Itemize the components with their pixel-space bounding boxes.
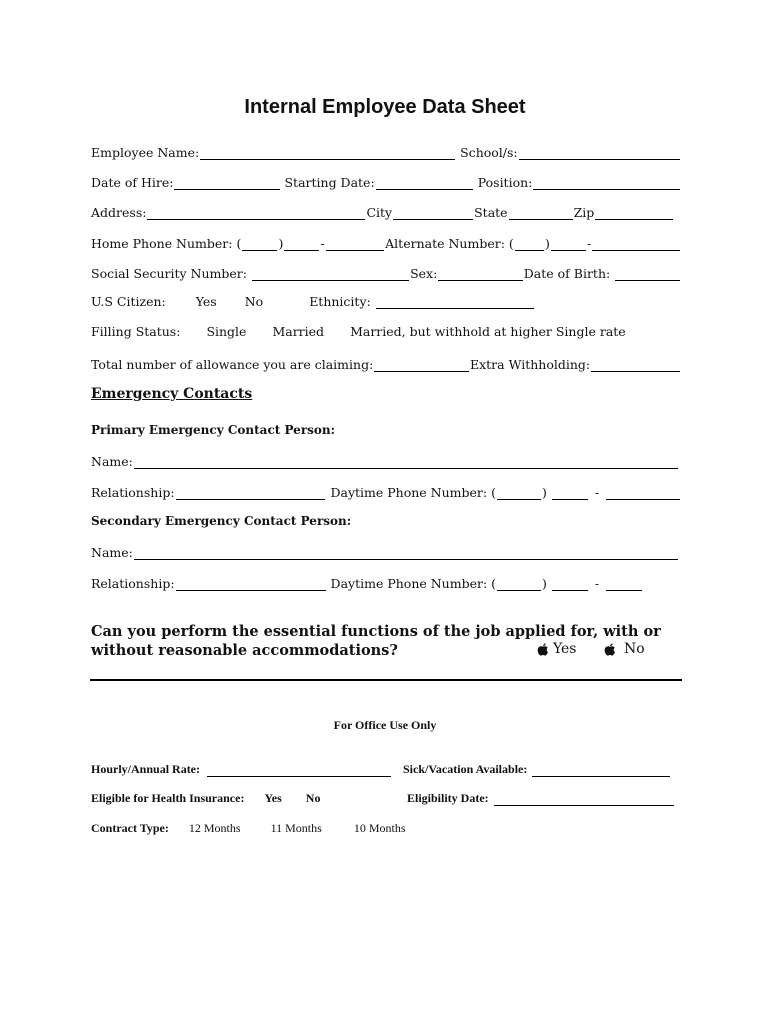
starting-date-label: Starting Date:	[284, 175, 375, 190]
health-no-option[interactable]: No	[305, 791, 321, 805]
secondary-name-label: Name:	[91, 545, 133, 560]
health-label: Eligible for Health Insurance:	[91, 791, 245, 805]
dash: -	[320, 236, 325, 251]
alternate-prefix-field[interactable]	[551, 237, 586, 251]
home-phone-label: Home Phone Number: (	[91, 236, 242, 251]
primary-phone-prefix-field[interactable]	[552, 486, 588, 500]
row-contract	[91, 820, 406, 836]
dash: -	[587, 236, 592, 251]
allowance-field[interactable]	[374, 358, 469, 372]
paren-close: )	[278, 236, 284, 251]
primary-phone-area-field[interactable]	[497, 486, 541, 500]
row-secondary-name	[91, 542, 681, 560]
row-sick	[403, 761, 671, 777]
filling-single-option[interactable]: Single	[206, 324, 247, 339]
paren-close: )	[545, 236, 550, 251]
secondary-relationship-field[interactable]	[176, 577, 326, 591]
ssn-label: Social Security Number:	[91, 266, 247, 281]
home-phone-line-field[interactable]	[326, 237, 385, 251]
ssn-field[interactable]	[252, 267, 409, 281]
primary-contact-heading: Primary Emergency Contact Person:	[91, 423, 336, 437]
primary-daytime-label: Daytime Phone Number: (	[330, 485, 496, 500]
filling-married-option[interactable]: Married	[272, 324, 325, 339]
row-secondary-relationship	[91, 573, 681, 591]
question-no-option[interactable]	[604, 641, 645, 657]
rate-field[interactable]	[207, 763, 391, 777]
sick-label: Sick/Vacation Available:	[403, 762, 528, 776]
primary-name-field[interactable]	[134, 455, 678, 469]
position-label: Position:	[477, 175, 533, 190]
state-label: State	[474, 205, 508, 220]
secondary-contact-heading: Secondary Emergency Contact Person:	[91, 514, 352, 528]
filling-married-higher-option[interactable]: Married, but withhold at higher Single rate	[350, 324, 626, 339]
row-rate	[91, 761, 392, 777]
apple-icon	[604, 643, 616, 656]
secondary-daytime-label: Daytime Phone Number: (	[330, 576, 497, 591]
alternate-area-field[interactable]	[515, 237, 544, 251]
row-primary-name	[91, 451, 681, 469]
secondary-phone-prefix-field[interactable]	[552, 577, 588, 591]
citizen-no-option[interactable]: No	[244, 294, 264, 309]
alternate-label: Alternate Number: (	[385, 236, 514, 251]
schools-label: School/s:	[460, 145, 518, 160]
sick-field[interactable]	[532, 763, 670, 777]
date-of-hire-field[interactable]	[174, 176, 279, 190]
row-health	[91, 790, 320, 806]
citizen-yes-option[interactable]: Yes	[195, 294, 217, 309]
secondary-phone-area-field[interactable]	[497, 577, 541, 591]
row-home-phone	[91, 233, 681, 251]
secondary-name-field[interactable]	[134, 546, 678, 560]
question-line-1: Can you perform the essential functions of the job applied for, with or	[91, 623, 661, 640]
employee-name-field[interactable]	[200, 146, 455, 160]
zip-label: Zip	[573, 205, 595, 220]
ethnicity-label: Ethnicity:	[309, 294, 371, 309]
rate-label: Hourly/Annual Rate:	[91, 762, 201, 776]
contract-12-option[interactable]: 12 Months	[188, 821, 241, 835]
apple-icon	[537, 643, 549, 656]
allowance-label: Total number of allowance you are claiming:	[91, 357, 374, 372]
dob-label: Date of Birth:	[523, 266, 611, 281]
eligibility-field[interactable]	[494, 792, 674, 806]
question-yes-option[interactable]	[537, 641, 577, 657]
employee-name-label: Employee Name:	[91, 145, 200, 160]
primary-relationship-field[interactable]	[176, 486, 326, 500]
question-no-label: No	[624, 641, 645, 657]
home-phone-prefix-field[interactable]	[284, 237, 319, 251]
row-date-of-hire	[91, 172, 681, 190]
filling-status-label: Filling Status:	[91, 324, 181, 339]
secondary-relationship-label: Relationship:	[91, 576, 175, 591]
address-field[interactable]	[147, 206, 365, 220]
paren-close: )	[542, 576, 547, 591]
row-address	[91, 202, 681, 220]
emergency-heading: Emergency Contacts	[91, 386, 253, 402]
address-label: Address:	[91, 205, 147, 220]
row-employee-name	[91, 142, 681, 160]
primary-relationship-label: Relationship:	[91, 485, 175, 500]
primary-phone-line-field[interactable]	[606, 486, 680, 500]
contract-10-option[interactable]: 10 Months	[353, 821, 406, 835]
sex-label: Sex:	[410, 266, 438, 281]
contract-label: Contract Type:	[91, 821, 169, 835]
alternate-line-field[interactable]	[592, 237, 680, 251]
health-yes-option[interactable]: Yes	[264, 791, 282, 805]
dash: -	[594, 485, 600, 500]
home-phone-area-field[interactable]	[242, 237, 277, 251]
date-of-hire-label: Date of Hire:	[91, 175, 174, 190]
row-allowance	[91, 354, 681, 372]
extra-withholding-label: Extra Withholding:	[469, 357, 591, 372]
question-yes-label: Yes	[553, 641, 577, 657]
section-divider	[90, 679, 682, 681]
office-use-heading: For Office Use Only	[333, 718, 437, 732]
zip-field[interactable]	[595, 206, 673, 220]
extra-withholding-field[interactable]	[591, 358, 680, 372]
state-field[interactable]	[509, 206, 573, 220]
starting-date-field[interactable]	[376, 176, 473, 190]
form-title: Internal Employee Data Sheet	[244, 96, 526, 118]
contract-11-option[interactable]: 11 Months	[270, 821, 322, 835]
dash: -	[594, 576, 600, 591]
row-ssn	[91, 263, 681, 281]
row-eligibility	[407, 790, 675, 806]
sex-field[interactable]	[438, 267, 522, 281]
dob-field[interactable]	[615, 267, 680, 281]
schools-field[interactable]	[519, 146, 680, 160]
paren-close: )	[541, 485, 547, 500]
question-line-2: without reasonable accommodations?	[91, 642, 398, 659]
citizen-label: U.S Citizen:	[91, 294, 166, 309]
city-label: City	[366, 205, 393, 220]
row-filling-status	[91, 321, 681, 339]
row-citizen	[91, 291, 681, 309]
row-primary-relationship	[91, 482, 681, 500]
eligibility-label: Eligibility Date:	[407, 791, 489, 805]
secondary-phone-line-field[interactable]	[606, 577, 642, 591]
city-field[interactable]	[393, 206, 473, 220]
position-field[interactable]	[533, 176, 680, 190]
ethnicity-field[interactable]	[376, 295, 534, 309]
primary-name-label: Name:	[91, 454, 133, 469]
